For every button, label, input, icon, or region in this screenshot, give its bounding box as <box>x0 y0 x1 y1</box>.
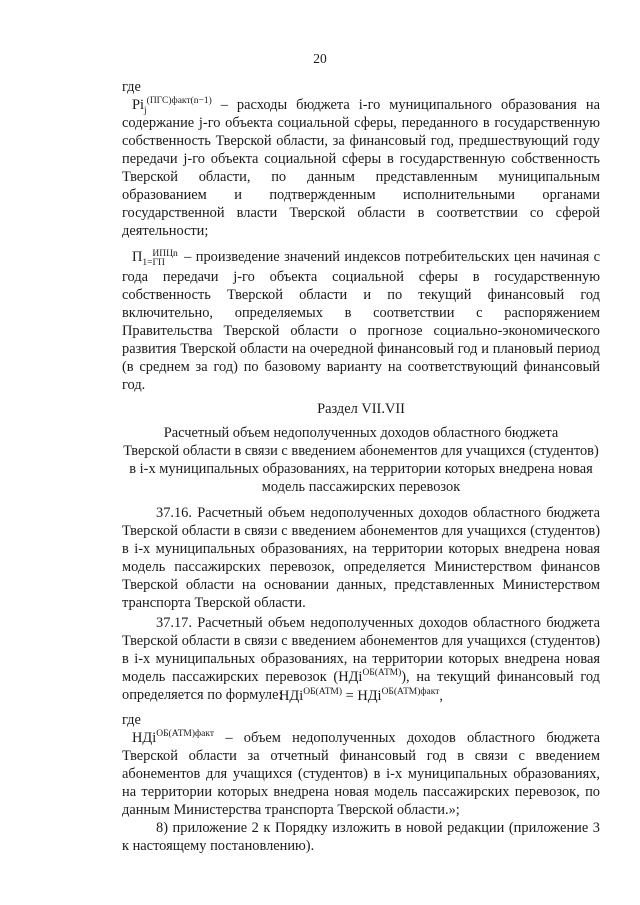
paragraphs-block <box>122 504 600 704</box>
section-heading-line: модель пассажирских перевозок <box>261 479 461 495</box>
definition-text: – произведение значений индексов потребительских цен начиная с года передачи j-го объекта социальной сферы в государственную собственность Тверской области и по текущий финансовый год включительно, определяемых в соответствии с распоряжением Правительства Тверской области о прогнозе социально-экономического развития Тверской области на очередной финансовый год и плановый период (в среднем за год) по базовому варианту на соответствующий финансовый год. <box>122 249 600 393</box>
definition-text: – расходы бюджета i-го муниципального образования на содержание j-го объекта социальной сферы, переданного в государственную собственность Тверской области, за финансовый год, предшествующий году передачи j-го объекта социальной сферы в государственную собственность Тверской области, по данным представленным муниципальным образованием и подтвержденным исполнительными органами государственной власти Тверской области в соответствии со сферой деятельности; <box>122 97 600 239</box>
definition-expenses <box>122 96 600 240</box>
section-heading <box>122 400 600 496</box>
definition-symbol: П ИПЦn 1=ГП <box>132 249 178 268</box>
definition-symbol: $Pi_j^{(ПГС)факт(n-1)}$ <box>132 96 212 116</box>
formula: НДi$^{ОБ(АТМ)}$ = НДi$^{ОБ(АТМ)факт}$, <box>279 687 443 704</box>
definition-text: – объем недополученных доходов областного бюджета Тверской области за отчетный финансовый год в связи с введением абонементов для учащихся (студентов) в i-х муниципальных образованиях, на территории которых внедрена новая модель пассажирских перевозок, по данным Министерства транспорта Тверской области.»; <box>122 730 600 818</box>
definitions-block <box>122 78 600 394</box>
section-title: Раздел VII.VII <box>317 401 405 417</box>
paragraph-item-8: 8) приложение 2 к Порядку изложить в новой редакции (приложение 3 к настоящему постановлению). <box>122 820 600 854</box>
definition-symbol: НДi$^{ОБ(АТМ)факт}$ <box>132 729 215 746</box>
section-heading-line: Расчетный объем недополученных доходов областного бюджета <box>163 425 559 441</box>
definitions-block-2 <box>122 711 600 855</box>
definition-cpi-product <box>122 248 600 394</box>
where-label: где <box>122 79 141 95</box>
where-label: где <box>122 712 141 728</box>
section-heading-line: в i-х муниципальных образованиях, на территории которых внедрена новая <box>129 461 593 477</box>
paragraph-37-16: 37.16. Расчетный объем недополученных доходов областного бюджета Тверской области в связи с введением абонементов для учащихся (студентов) в i-х муниципальных образованиях, на территории которых внедрена новая модель пассажирских перевозок, определяется Министерством финансов Тверской области на основании данных, представленных Министерством транспорта Тверской области. <box>122 505 600 611</box>
paragraph-37-17: 37.17. Расчетный объем недополученных доходов областного бюджета Тверской области в связи с введением абонементов для учащихся (студентов) в i-х муниципальных образованиях, на территории которых внедрена новая модель пассажирских перевозок (НДi$^{ОБ(АТМ)}$), на текущий финансовый год определяется по формуле: <box>122 615 600 703</box>
page-number: 20 <box>313 51 327 66</box>
definition-actual-loss <box>122 729 600 819</box>
section-heading-line: Тверской области в связи с введением абонементов для учащихся (студентов) <box>123 443 599 459</box>
